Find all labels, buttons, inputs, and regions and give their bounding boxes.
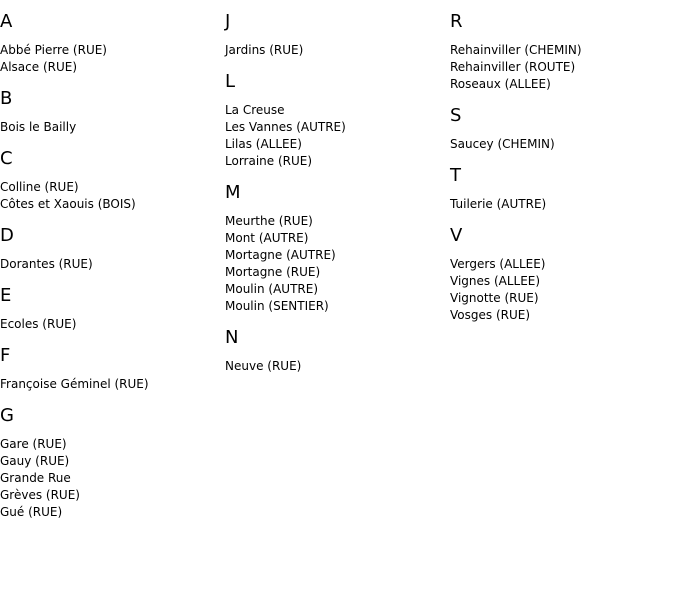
street-list [450, 256, 670, 324]
street-link-rehainviller-chemin[interactable]: Rehainviller (CHEMIN) [450, 43, 582, 57]
letter-heading: J [225, 11, 231, 32]
street-list-item [0, 196, 220, 213]
street-column-2 [225, 12, 445, 388]
letter-group-e [0, 286, 220, 333]
street-list-item [0, 376, 220, 393]
street-list-item [0, 256, 220, 273]
street-list-item [450, 256, 670, 273]
street-list [0, 316, 220, 333]
street-list-item [225, 42, 445, 59]
street-list [225, 213, 445, 315]
letter-heading: M [225, 182, 241, 203]
letter-heading: D [0, 225, 14, 246]
street-list [0, 436, 220, 521]
street-link-francoise-geminel-rue[interactable]: Françoise Géminel (RUE) [0, 377, 149, 391]
street-list-item [450, 290, 670, 307]
street-list-item [225, 136, 445, 153]
street-link-vignotte-rue[interactable]: Vignotte (RUE) [450, 291, 539, 305]
letter-group-j [225, 12, 445, 59]
letter-group-c [0, 149, 220, 213]
street-list-item [225, 358, 445, 375]
street-link-jardins-rue[interactable]: Jardins (RUE) [225, 43, 304, 57]
street-link-greves-rue[interactable]: Grèves (RUE) [0, 488, 80, 502]
street-list-item [225, 119, 445, 136]
street-list-item [0, 59, 220, 76]
street-list-item [225, 264, 445, 281]
letter-group-f [0, 346, 220, 393]
street-link-moulin-autre[interactable]: Moulin (AUTRE) [225, 282, 318, 296]
street-link-gue-rue[interactable]: Gué (RUE) [0, 505, 63, 519]
street-list-item [450, 273, 670, 290]
letter-group-g [0, 406, 220, 521]
street-link-les-vannes-autre[interactable]: Les Vannes (AUTRE) [225, 120, 346, 134]
street-link-bois-le-bailly[interactable]: Bois le Bailly [0, 120, 77, 134]
street-list-item [0, 470, 220, 487]
street-link-mont-autre[interactable]: Mont (AUTRE) [225, 231, 309, 245]
letter-heading: N [225, 327, 239, 348]
letter-heading: A [0, 11, 13, 32]
letter-group-t [450, 166, 670, 213]
street-list [0, 42, 220, 76]
street-list-item [0, 179, 220, 196]
street-list-item [450, 307, 670, 324]
letter-group-m [225, 183, 445, 315]
letter-heading: F [0, 345, 11, 366]
letter-heading: B [0, 88, 13, 109]
letter-heading: R [450, 11, 463, 32]
street-list [450, 196, 670, 213]
street-link-meurthe-rue[interactable]: Meurthe (RUE) [225, 214, 313, 228]
street-link-neuve-rue[interactable]: Neuve (RUE) [225, 359, 302, 373]
street-list [450, 42, 670, 93]
street-list-item [0, 119, 220, 136]
letter-heading: S [450, 105, 462, 126]
street-list-item [225, 281, 445, 298]
street-list-item [450, 76, 670, 93]
street-list [225, 42, 445, 59]
street-link-dorantes-rue[interactable]: Dorantes (RUE) [0, 257, 93, 271]
street-link-rehainviller-route[interactable]: Rehainviller (ROUTE) [450, 60, 576, 74]
street-link-gare-rue[interactable]: Gare (RUE) [0, 437, 67, 451]
street-list-item [0, 504, 220, 521]
letter-heading: L [225, 71, 236, 92]
street-link-abbe-pierre-rue[interactable]: Abbé Pierre (RUE) [0, 43, 107, 57]
street-list-item [450, 59, 670, 76]
street-link-vergers-allee[interactable]: Vergers (ALLEE) [450, 257, 546, 271]
street-list-item [225, 247, 445, 264]
street-list [0, 119, 220, 136]
street-link-la-creuse[interactable]: La Creuse [225, 103, 285, 117]
street-link-gauy-rue[interactable]: Gauy (RUE) [0, 454, 70, 468]
street-list-item [0, 436, 220, 453]
street-link-ecoles-rue[interactable]: Ecoles (RUE) [0, 317, 77, 331]
street-list-item [225, 213, 445, 230]
street-link-mortagne-autre[interactable]: Mortagne (AUTRE) [225, 248, 336, 262]
letter-heading: T [450, 165, 461, 186]
street-link-alsace-rue[interactable]: Alsace (RUE) [0, 60, 78, 74]
street-link-lorraine-rue[interactable]: Lorraine (RUE) [225, 154, 313, 168]
letter-heading: C [0, 148, 13, 169]
street-list [0, 256, 220, 273]
street-list-item [0, 453, 220, 470]
letter-group-v [450, 226, 670, 324]
street-link-colline-rue[interactable]: Colline (RUE) [0, 180, 79, 194]
letter-heading: E [0, 285, 12, 306]
letter-group-b [0, 89, 220, 136]
street-link-grande-rue[interactable]: Grande Rue [0, 471, 71, 485]
street-link-mortagne-rue[interactable]: Mortagne (RUE) [225, 265, 321, 279]
street-list [225, 102, 445, 170]
street-link-saucey-chemin[interactable]: Saucey (CHEMIN) [450, 137, 555, 151]
letter-heading: G [0, 405, 14, 426]
street-link-roseaux-allee[interactable]: Roseaux (ALLEE) [450, 77, 551, 91]
letter-heading: V [450, 225, 463, 246]
street-list [0, 179, 220, 213]
street-link-vignes-allee[interactable]: Vignes (ALLEE) [450, 274, 541, 288]
street-column-3 [450, 12, 670, 337]
street-link-cotes-et-xaouis-bois[interactable]: Côtes et Xaouis (BOIS) [0, 197, 136, 211]
letter-group-s [450, 106, 670, 153]
street-link-vosges-rue[interactable]: Vosges (RUE) [450, 308, 531, 322]
street-list-item [0, 316, 220, 333]
street-list-item [225, 102, 445, 119]
street-link-moulin-sentier[interactable]: Moulin (SENTIER) [225, 299, 329, 313]
letter-group-r [450, 12, 670, 93]
street-list-item [0, 42, 220, 59]
street-link-lilas-allee[interactable]: Lilas (ALLEE) [225, 137, 302, 151]
street-list-item [225, 153, 445, 170]
street-list-item [450, 196, 670, 213]
street-list [450, 136, 670, 153]
letter-group-l [225, 72, 445, 170]
street-list-item [450, 42, 670, 59]
street-list-item [225, 230, 445, 247]
street-list-item [225, 298, 445, 315]
street-list-item [450, 136, 670, 153]
letter-group-a [0, 12, 220, 76]
street-list [225, 358, 445, 375]
street-list-item [0, 487, 220, 504]
street-column-1 [0, 12, 220, 534]
street-list [0, 376, 220, 393]
street-link-tuilerie-autre[interactable]: Tuilerie (AUTRE) [450, 197, 547, 211]
letter-group-d [0, 226, 220, 273]
letter-group-n [225, 328, 445, 375]
